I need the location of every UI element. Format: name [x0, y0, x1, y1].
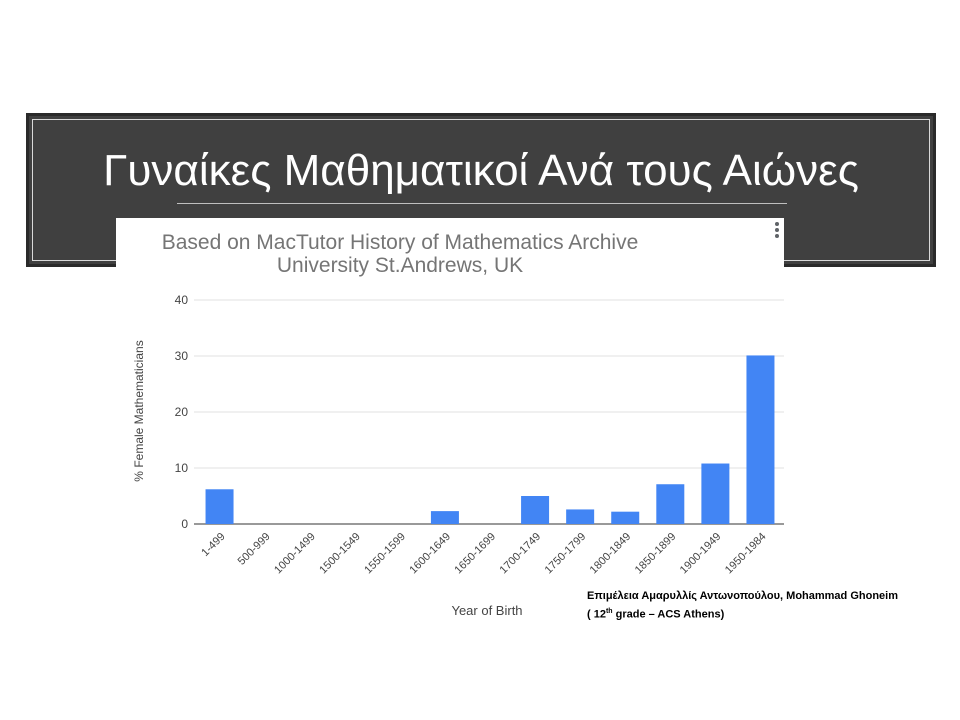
- chart-options-menu-icon[interactable]: [774, 222, 780, 240]
- y-tick-label: 20: [174, 405, 188, 419]
- x-tick-label: 1-499: [199, 530, 228, 560]
- x-axis-label: Year of Birth: [451, 603, 523, 618]
- x-tick-label: 1700-1749: [497, 530, 544, 577]
- chart-card: [116, 218, 784, 630]
- y-tick-label: 40: [174, 293, 188, 307]
- x-tick-label: 1550-1599: [362, 530, 408, 577]
- credit-affiliation-prefix: ( 12: [587, 608, 606, 621]
- x-tick-label: 1900-1949: [677, 530, 724, 577]
- x-tick-label: 1950-1984: [722, 530, 769, 577]
- x-tick-label: 500-999: [235, 530, 273, 568]
- y-axis-ticks: [175, 293, 189, 531]
- bars: [206, 355, 775, 524]
- x-tick-label: 1000-1499: [272, 530, 318, 577]
- bar: [611, 512, 639, 524]
- title-divider: [177, 203, 787, 204]
- credit-affiliation: [587, 604, 898, 623]
- bar: [566, 509, 594, 524]
- x-tick-label: 1750-1799: [542, 530, 589, 577]
- bar: [431, 511, 459, 524]
- credit-authors: Επιμέλεια Αμαρυλλίς Αντωνοπούλου, Mohammad Ghoneim: [587, 590, 898, 602]
- slide-title: Γυναίκες Μαθηματικοί Ανά τους Αιώνες: [103, 146, 859, 195]
- y-tick-label: 0: [181, 517, 188, 531]
- x-tick-label: 1600-1649: [407, 530, 454, 577]
- y-tick-label: 30: [174, 349, 188, 363]
- x-axis-ticks: [199, 531, 768, 577]
- chart-subtitle: University St.Andrews, UK: [276, 254, 524, 277]
- y-tick-label: 10: [174, 461, 188, 475]
- bar: [746, 355, 774, 524]
- gridlines: [194, 300, 784, 524]
- bar: [521, 496, 549, 524]
- x-tick-label: 1850-1899: [632, 530, 679, 577]
- bar: [701, 464, 729, 524]
- chart-title: Based on MacTutor History of Mathematics Archive: [161, 231, 639, 254]
- y-axis-label: % Female Mathematicians: [132, 340, 146, 482]
- bar: [656, 484, 684, 524]
- x-tick-label: 1650-1699: [452, 530, 499, 577]
- x-tick-label: 1500-1549: [317, 530, 363, 577]
- bar: [206, 489, 234, 524]
- credit-text: [587, 589, 898, 623]
- x-tick-label: 1800-1849: [587, 530, 634, 577]
- credit-affiliation-suffix: grade – ACS Athens): [612, 608, 725, 621]
- bar-chart: [116, 218, 784, 630]
- credit-affiliation-sup: th: [605, 608, 613, 615]
